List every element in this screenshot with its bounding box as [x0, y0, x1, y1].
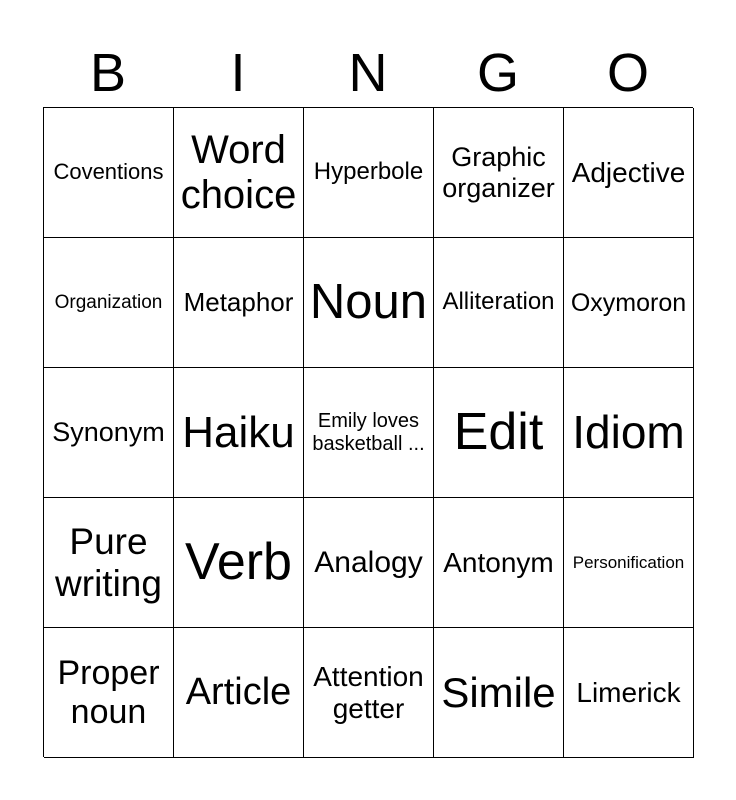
bingo-cell-text: Attention getter [313, 661, 424, 724]
bingo-cell[interactable] [434, 368, 564, 498]
bingo-cell-text: Metaphor [183, 286, 294, 317]
bingo-cell[interactable] [564, 498, 694, 628]
bingo-cell-text: Adjective [571, 156, 686, 188]
bingo-cell-text: Noun [309, 275, 428, 330]
bingo-cell[interactable] [304, 238, 434, 368]
header-letter-b: B [89, 43, 127, 103]
bingo-cell-text: Pure writing [55, 521, 162, 604]
bingo-cell[interactable] [174, 498, 304, 628]
bingo-cell-text: Idiom [572, 405, 685, 458]
bingo-cell[interactable] [44, 238, 174, 368]
bingo-cell[interactable] [44, 628, 174, 758]
bingo-cell[interactable] [304, 108, 434, 238]
bingo-cell[interactable] [564, 238, 694, 368]
bingo-cell-text: Analogy [314, 545, 423, 579]
header-letter-n: N [348, 43, 388, 103]
bingo-cell-text: Oxymoron [570, 288, 687, 317]
bingo-cell-text: Limerick [576, 676, 681, 708]
bingo-cell-text: Article [185, 671, 292, 714]
bingo-cell[interactable] [434, 628, 564, 758]
bingo-cell-text: Organization [54, 291, 163, 313]
bingo-cell-text: Hyperbole [313, 158, 424, 186]
bingo-cell[interactable] [44, 108, 174, 238]
bingo-cell-text: Haiku [182, 407, 295, 457]
bingo-cell[interactable] [434, 238, 564, 368]
bingo-cell[interactable] [44, 498, 174, 628]
bingo-cell[interactable] [44, 368, 174, 498]
bingo-cell[interactable] [564, 108, 694, 238]
bingo-cell-text: Edit [453, 403, 544, 462]
bingo-cell[interactable] [174, 238, 304, 368]
bingo-cell[interactable] [564, 368, 694, 498]
bingo-cell-text: Alliteration [442, 288, 555, 316]
bingo-cell-text: Verb [185, 533, 292, 592]
bingo-cell[interactable] [174, 628, 304, 758]
bingo-cell-text: Graphic organizer [442, 142, 555, 203]
bingo-cell-text: Word choice [180, 127, 297, 217]
bingo-cell-text: Coventions [53, 159, 164, 185]
header-letter-g: G [476, 43, 519, 103]
bingo-cell-text: Antonym [443, 546, 554, 578]
bingo-cell[interactable] [174, 368, 304, 498]
header-letter-o: O [606, 43, 649, 103]
bingo-cell[interactable] [434, 108, 564, 238]
bingo-header [43, 40, 693, 106]
bingo-cell[interactable] [304, 498, 434, 628]
bingo-board [43, 107, 693, 757]
bingo-cell[interactable] [564, 628, 694, 758]
bingo-cell-text: Proper noun [57, 654, 160, 731]
bingo-cell[interactable] [304, 628, 434, 758]
bingo-cell-text: Simile [441, 668, 556, 716]
bingo-cell[interactable] [174, 108, 304, 238]
bingo-cell-text: Synonym [52, 417, 165, 448]
header-letter-i: I [230, 43, 246, 103]
bingo-cell-text: Emily loves basketball ... [312, 410, 425, 455]
bingo-cell-text: Personification [572, 552, 685, 572]
bingo-cell[interactable] [304, 368, 434, 498]
bingo-cell[interactable] [434, 498, 564, 628]
